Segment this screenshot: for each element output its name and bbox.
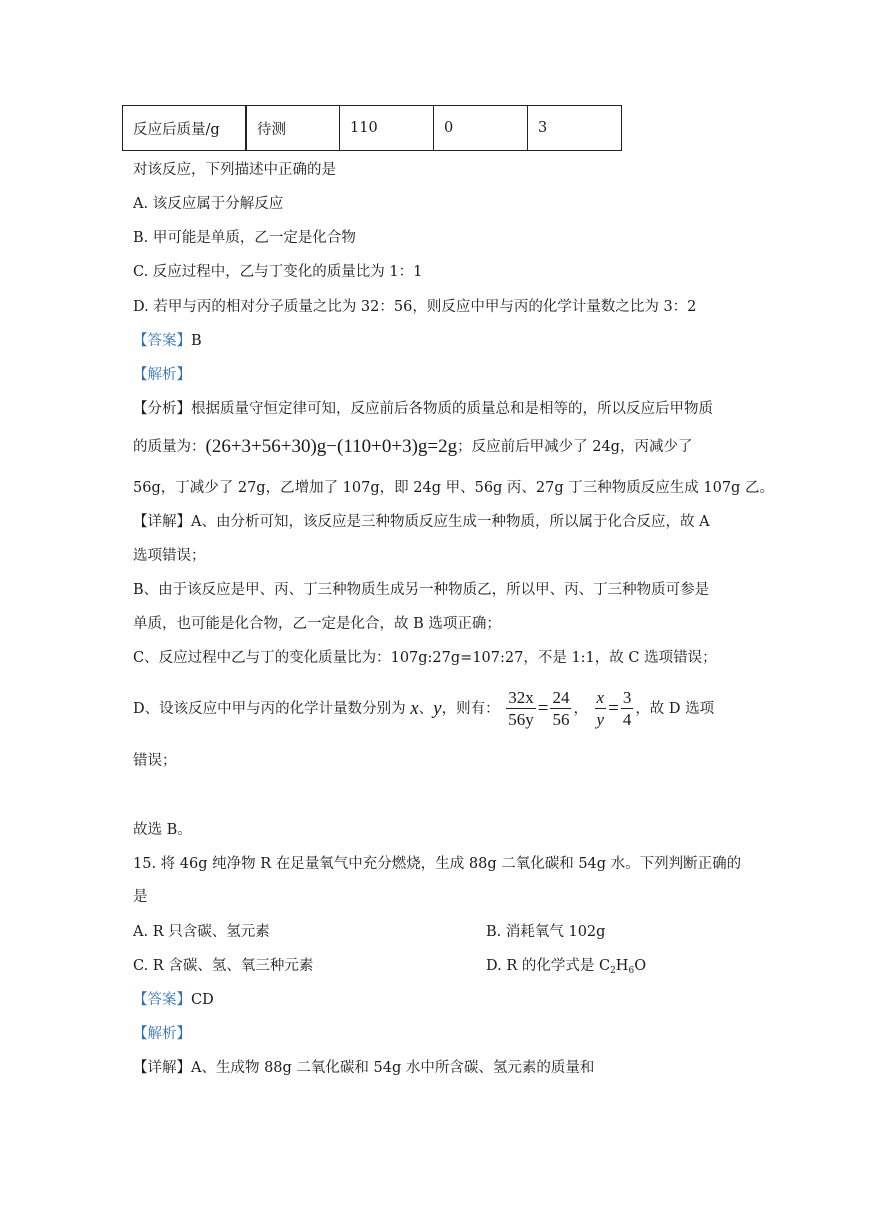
q15-option-d: [486, 956, 646, 981]
q14-detail-d-2: 错误；: [133, 753, 177, 769]
q15-option-b: B. 消耗氧气 102g: [486, 924, 606, 940]
q15-stem-2: 是: [133, 889, 148, 905]
xiangjie-tag: 【详解】: [133, 1060, 191, 1076]
xiangjie-tag: 【详解】: [133, 514, 191, 530]
fraction-3-4: [621, 688, 634, 731]
q14-fenxi-line-1: [133, 399, 713, 419]
detail-text: ，故 D 选项: [635, 701, 715, 717]
answer-value: B: [191, 333, 202, 349]
fenxi-text: ；反应前后甲减少了 24g，丙减少了: [457, 439, 693, 455]
fenxi-text: 的质量为：: [133, 439, 206, 455]
q14-detail-a-2: 选项错误；: [133, 548, 206, 564]
fraction-32x-56y: [506, 688, 536, 731]
table-cell-bing: 0: [434, 106, 528, 151]
option-text: O: [634, 958, 647, 974]
q14-option-d: D. 若甲与丙的相对分子质量之比为 32：56，则反应中甲与丙的化学计量数之比为 3：2: [133, 299, 697, 315]
frac-denominator: 4: [622, 709, 632, 729]
frac-numerator: 24: [552, 687, 570, 707]
detail-text: ，则有：: [441, 701, 500, 717]
answer-value: CD: [191, 992, 214, 1008]
frac-denominator: 56y: [508, 709, 534, 729]
q14-detail-b-1: B、由于该反应是甲、丙、丁三种物质生成另一种物质乙，所以甲、丙、丁三种物质可参是: [133, 582, 710, 598]
table-cell-yi: 110: [340, 106, 434, 151]
fenxi-tag: 【分析】: [133, 401, 191, 417]
subscript: 6: [628, 966, 635, 976]
q15-option-c: C. R 含碳、氢、氧三种元素: [133, 958, 314, 974]
mass-table: [122, 105, 622, 151]
fraction-24-56: [550, 688, 571, 731]
q14-analysis-tag: 【解析】: [133, 367, 191, 383]
q14-detail-c: C、反应过程中乙与丁的变化质量比为：107g:27g=107:27，不是 1:1，故 C 选项错误；: [133, 650, 717, 666]
var-y: y: [433, 698, 442, 719]
q15-option-a: A. R 只含碳、氢元素: [133, 924, 270, 940]
table-row: [123, 106, 622, 151]
q15-stem-1: 15. 将 46g 纯净物 R 在足量氧气中充分燃烧，生成 88g 二氧化碳和 54g 水。下列判断正确的: [133, 856, 742, 872]
q14-detail-a-1: [133, 512, 710, 532]
frac-numerator: 3: [622, 687, 632, 707]
q15-detail-1: [133, 1058, 594, 1078]
q14-stem: 对该反应，下列描述中正确的是: [133, 162, 336, 178]
detail-text: A、由分析可知，该反应是三种物质反应生成一种物质，所以属于化合反应，故 A: [191, 514, 710, 530]
answer-tag: 【答案】: [133, 992, 191, 1008]
var-x: x: [410, 698, 419, 719]
frac-denominator: 56: [552, 709, 570, 729]
separator: ，: [573, 701, 588, 717]
q14-detail-b-2: 单质，也可能是化合物，乙一定是化合，故 B 选项正确；: [133, 616, 501, 632]
q14-option-b: B. 甲可能是单质，乙一定是化合物: [133, 230, 356, 246]
q14-option-a: A. 该反应属于分解反应: [133, 196, 284, 212]
subscript: 2: [610, 966, 616, 976]
q14-conclusion: 故选 B。: [133, 822, 192, 838]
q14-fenxi-line-3: 56g，丁减少了 27g，乙增加了 107g，即 24g 甲、56g 丙、27g 丁三种物质反应生成 107g 乙。: [133, 480, 774, 496]
q14-answer: [133, 331, 202, 351]
q15-analysis-tag: 【解析】: [133, 1026, 191, 1042]
table-cell-label: 反应后质量/g: [123, 106, 247, 151]
frac-numerator: x: [596, 687, 605, 707]
table-cell-ding: 3: [528, 106, 622, 151]
table-cell-jia: 待测: [246, 106, 340, 151]
fenxi-text: 根据质量守恒定律可知，反应前后各物质的质量总和是相等的，所以反应后甲物质: [191, 401, 713, 417]
q14-detail-d: D、设该反应中甲与丙的化学计量数分别为 x、y，则有： $\frac{32x}{56y}$ = $\frac{24}{56}$ ， $\frac{x}{y}$ = $\frac{3}{4}$ ，故 D 选项: [133, 687, 715, 729]
option-text: H: [615, 958, 629, 974]
separator: 、: [418, 701, 434, 717]
fraction-x-y: [595, 688, 607, 731]
q14-option-c: C. 反应过程中，乙与丁变化的质量比为 1：1: [133, 264, 423, 280]
frac-denominator: y: [596, 709, 605, 729]
detail-text: D、设该反应中甲与丙的化学计量数分别为: [133, 701, 406, 717]
answer-tag: 【答案】: [133, 333, 191, 349]
detail-text: A、生成物 88g 二氧化碳和 54g 水中所含碳、氢元素的质量和: [191, 1060, 595, 1076]
option-text: D. R 的化学式是 C: [486, 958, 611, 974]
q15-answer: [133, 990, 214, 1010]
mass-formula: (26+3+56+30)g−(110+0+3)g=2g: [205, 436, 458, 457]
q14-fenxi-line-2: [133, 437, 692, 457]
frac-numerator: 32x: [508, 687, 534, 707]
